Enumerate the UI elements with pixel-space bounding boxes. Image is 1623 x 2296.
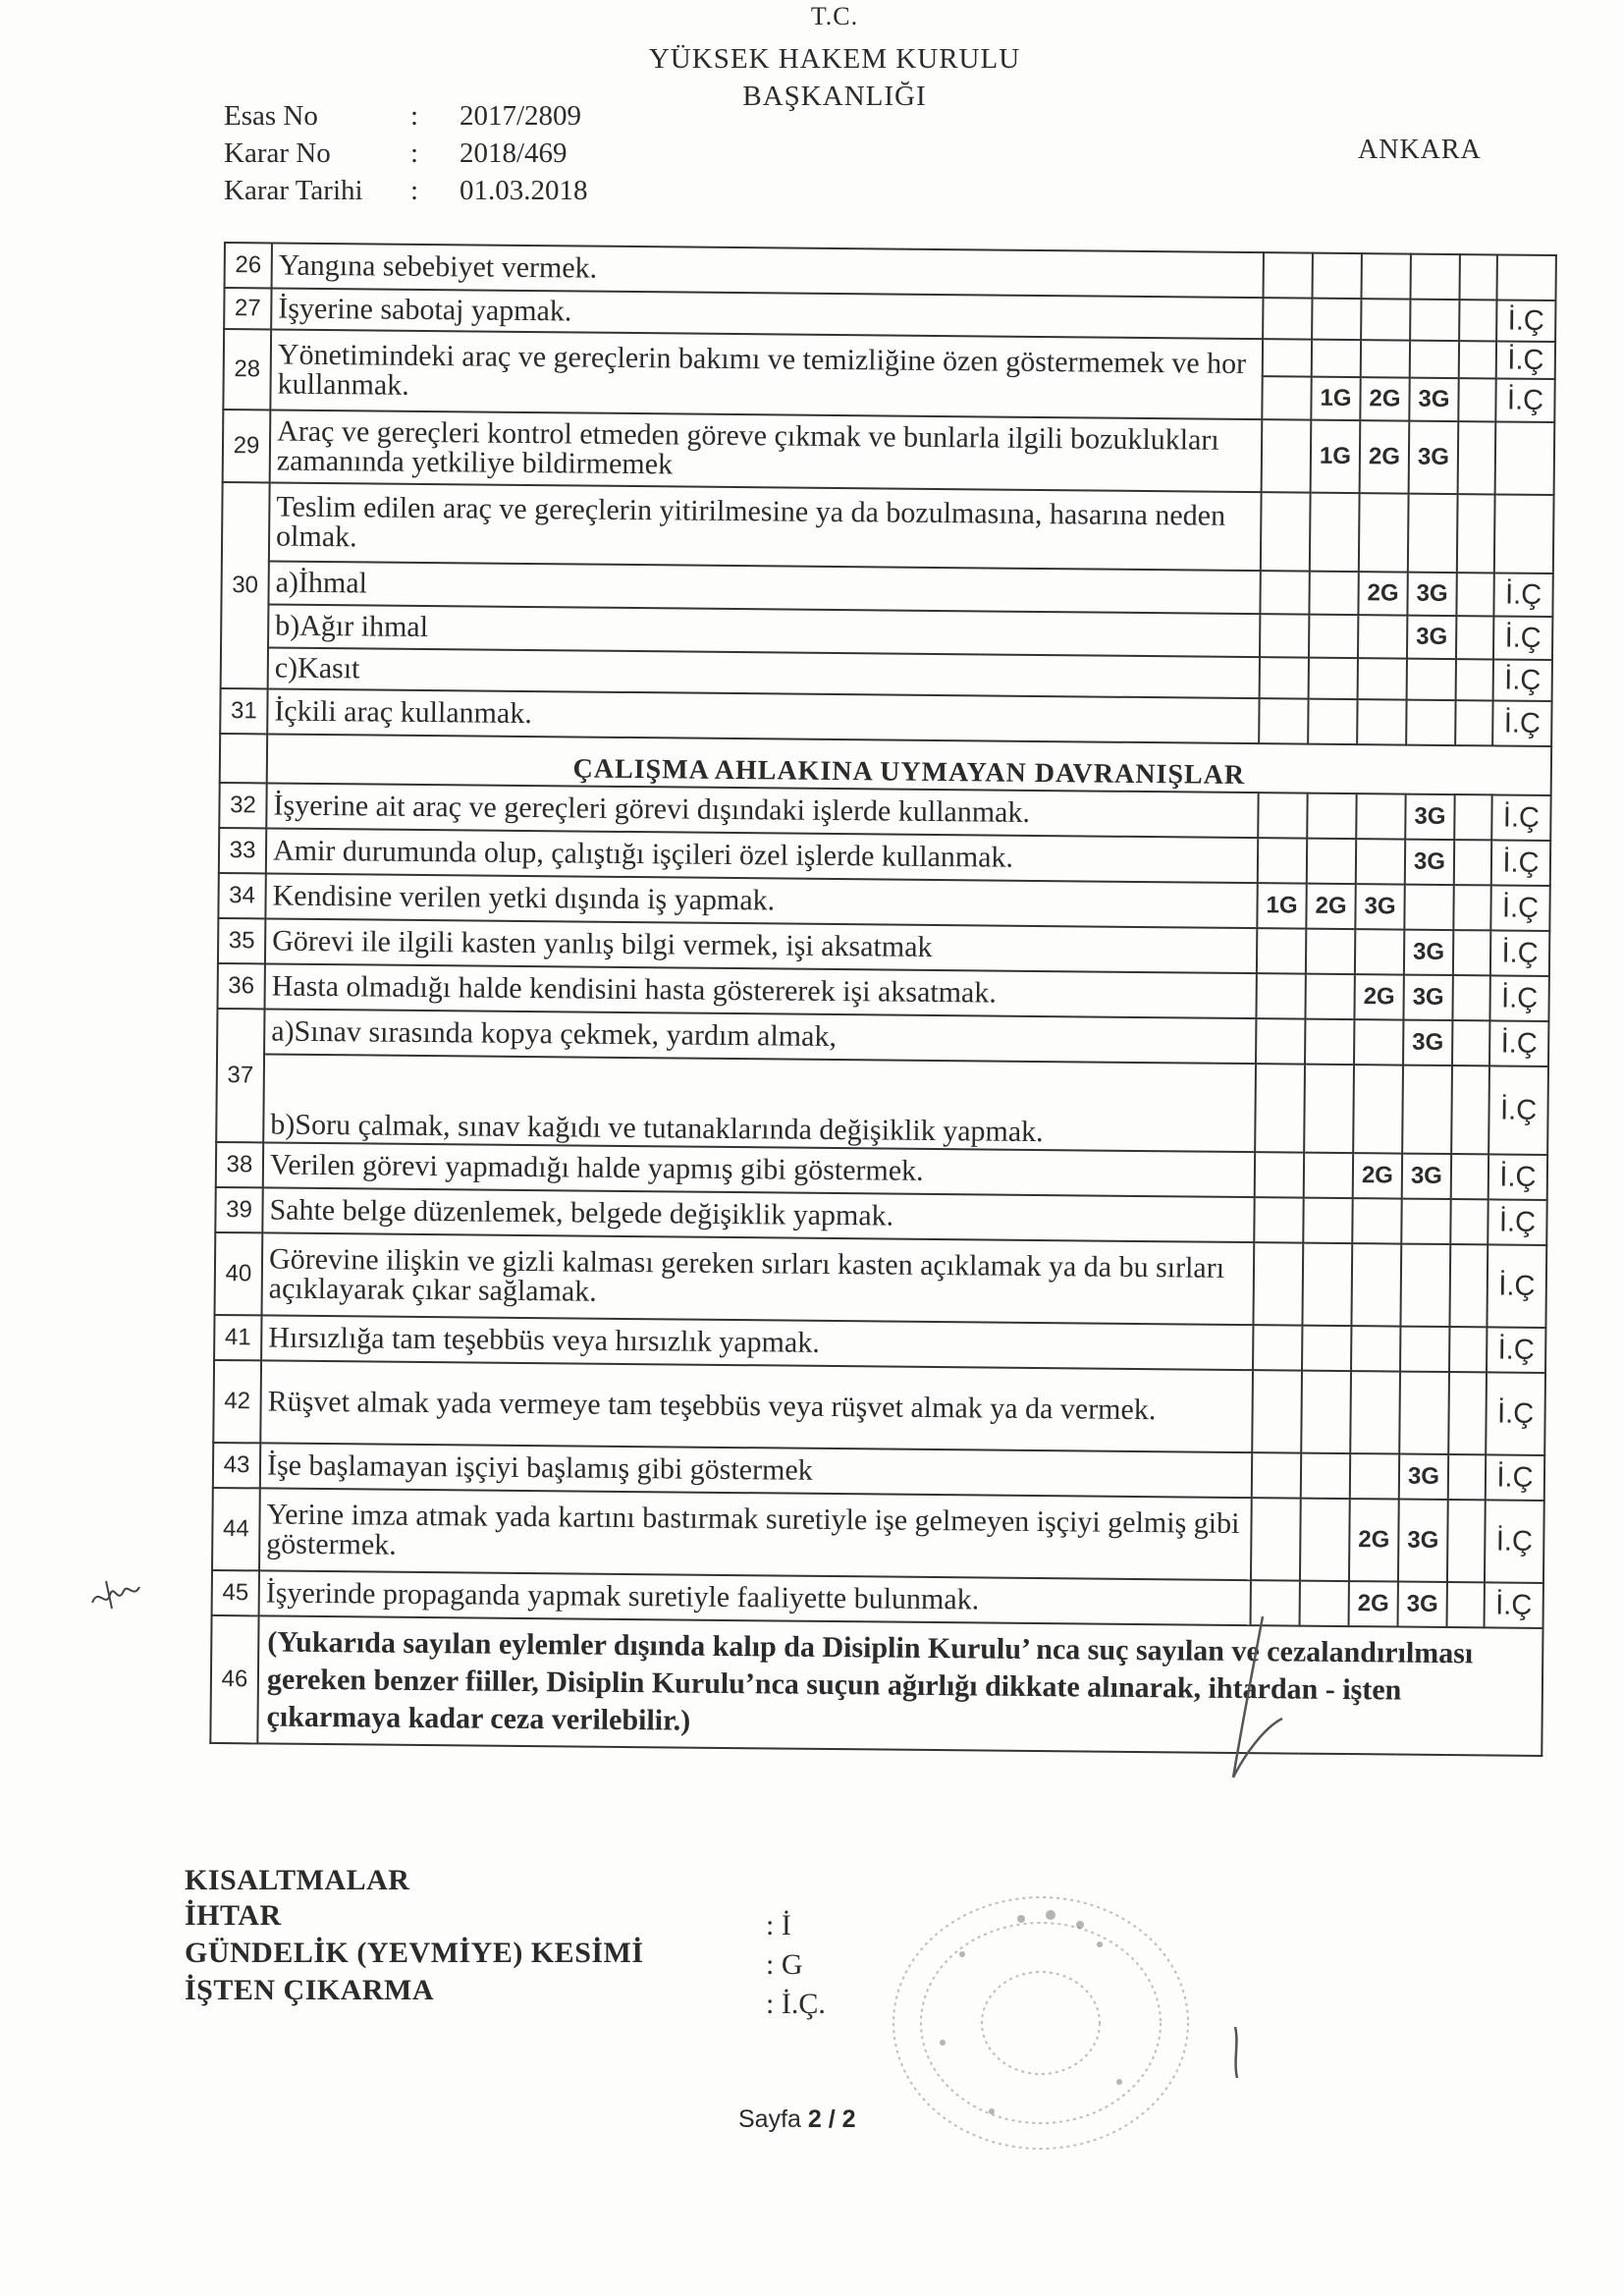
row-subitem: a)Sınav sırasında kopya çekmek, yardım almak,: [264, 1009, 1256, 1064]
penalty-ic: İ.Ç: [1491, 794, 1550, 841]
abbr-term: İŞTEN ÇIKARMA: [185, 1974, 435, 2006]
page-current: 2: [807, 2105, 822, 2133]
city-label: ANKARA: [1358, 135, 1482, 165]
row-number: 27: [224, 288, 271, 329]
table-row: [213, 1360, 1545, 1455]
meta-key: Karar No: [224, 137, 331, 169]
meta-esas: [224, 100, 581, 133]
penalty-3g: 3G: [1407, 616, 1456, 659]
penalty-3g: 3G: [1398, 1500, 1448, 1582]
row-number: 38: [216, 1142, 263, 1187]
meta-value: 2018/469: [460, 137, 568, 169]
table-row: [216, 1054, 1548, 1155]
row-text: İşyerine sabotaj yapmak.: [271, 288, 1263, 339]
page-label: Sayfa: [738, 2105, 801, 2133]
meta-sep: :: [410, 175, 419, 206]
row-number: 35: [218, 918, 265, 963]
row-number: 34: [218, 873, 265, 918]
penalty-ic: İ.Ç: [1496, 341, 1555, 379]
meta-value: 2017/2809: [460, 100, 582, 132]
penalty-ic: İ.Ç: [1488, 1199, 1546, 1245]
row-text: Görevi ile ilgili kasten yanlış bilgi vermek, işi aksatmak: [265, 918, 1257, 973]
penalty-3g: 3G: [1405, 794, 1454, 840]
penalty-ic: İ.Ç: [1492, 700, 1551, 746]
row-number: 29: [223, 410, 271, 482]
official-seal: [884, 1886, 1198, 2170]
row-number: 36: [218, 963, 265, 1009]
penalty-3g: 3G: [1399, 1454, 1448, 1500]
row-text: Rüşvet almak yada vermeye tam teşebbüs veya rüşvet almak ya da vermek.: [260, 1360, 1253, 1452]
row-number: 41: [214, 1315, 261, 1360]
row-subitem: c)Kasıt: [268, 647, 1260, 698]
table-row: [222, 482, 1554, 574]
penalty-ic: İ.Ç: [1496, 300, 1555, 342]
row-number: 32: [219, 783, 266, 828]
penalty-2g: 2G: [1354, 974, 1403, 1019]
penalty-ic: İ.Ç: [1489, 1020, 1548, 1066]
abbr-title: KISALTMALAR: [185, 1864, 410, 1896]
row-number: 44: [212, 1488, 260, 1570]
penalty-1g: 1G: [1311, 420, 1361, 493]
penalty-2g: 2G: [1360, 420, 1410, 493]
row-text: İşyerine ait araç ve gereçleri görevi dışındaki işlerde kullanmak.: [266, 783, 1258, 838]
row-number: 26: [225, 243, 272, 288]
meta-key: Karar Tarihi: [224, 175, 363, 206]
row-text: Görevine ilişkin ve gizli kalması gereken sırları kasten açıklamak ya da bu sırları açıklayarak çıkar sağlamak.: [262, 1232, 1255, 1325]
penalty-ic: İ.Ç: [1490, 930, 1549, 976]
meta-key: Esas No: [224, 100, 318, 132]
row-text: Hasta olmadığı halde kendisini hasta göstererek işi aksatmak.: [265, 963, 1257, 1018]
table-row: [212, 1488, 1544, 1583]
penalty-2g: 2G: [1349, 1581, 1398, 1626]
penalty-ic: İ.Ç: [1489, 975, 1548, 1021]
row-text: Verilen görevi yapmadığı halde yapmış gibi göstermek.: [263, 1142, 1255, 1197]
penalty-3g: 3G: [1405, 840, 1454, 885]
row-number: 30: [221, 482, 270, 688]
penalty-2g: 2G: [1306, 884, 1355, 929]
row-text: Yangına sebebiyet vermek.: [272, 243, 1264, 298]
abbr-value: : G: [766, 1948, 803, 1981]
penalty-ic: İ.Ç: [1493, 573, 1552, 617]
penalty-ic: İ.Ç: [1485, 1500, 1544, 1583]
row-number: 37: [216, 1009, 264, 1142]
handwritten-signature: [1214, 1611, 1292, 1807]
penalty-3g: 3G: [1398, 1582, 1447, 1627]
meta-sep: :: [410, 100, 419, 132]
penalty-3g: 3G: [1403, 1020, 1452, 1066]
penalty-ic: İ.Ç: [1493, 659, 1552, 701]
meta-karar: [224, 137, 568, 170]
penalty-ic: İ.Ç: [1486, 1372, 1545, 1455]
row-text: Yönetimindeki araç ve gereçlerin bakımı ve temizliğine özen göstermemek ve hor kullanmak.: [270, 329, 1263, 419]
authority-name-2: BAŞKANLIĞI: [742, 81, 927, 112]
row-subitem: b)Ağır ihmal: [268, 604, 1260, 657]
penalty-ic: İ.Ç: [1485, 1582, 1543, 1628]
penalty-3g: 3G: [1409, 421, 1459, 494]
penalty-3g: 3G: [1402, 1154, 1451, 1199]
penalty-ic: İ.Ç: [1491, 840, 1550, 886]
row-text: Sahte belge düzenlemek, belgede değişiklik yapmak.: [262, 1187, 1254, 1242]
page-separator: /: [828, 2105, 836, 2133]
penalty-3g: 3G: [1355, 884, 1404, 929]
penalty-ic: İ.Ç: [1495, 378, 1554, 422]
meta-value: 01.03.2018: [460, 175, 588, 206]
penalty-ic: İ.Ç: [1488, 1154, 1547, 1200]
penalty-ic: İ.Ç: [1487, 1327, 1545, 1373]
page-number: [738, 2105, 856, 2134]
row-text: İşyerinde propaganda yapmak suretiyle faaliyette bulunmak.: [259, 1570, 1251, 1625]
row-text: Hırsızlığa tam teşebbüs veya hırsızlık yapmak.: [261, 1315, 1253, 1370]
republic-label: T.C.: [810, 2, 859, 30]
row-number: 33: [219, 828, 266, 873]
penalty-3g: 3G: [1407, 573, 1456, 616]
penalty-2g: 2G: [1353, 1153, 1402, 1198]
handwritten-initials: [86, 1569, 145, 1618]
handwritten-mark: [1227, 2023, 1247, 2082]
table-row: [215, 1232, 1547, 1328]
section-heading: ÇALIŞMA AHLAKINA UYMAYAN DAVRANIŞLAR: [267, 734, 1551, 795]
penalty-ic: İ.Ç: [1493, 616, 1552, 660]
row-subitem: a)İhmal: [268, 561, 1260, 614]
row-text: Kendisine verilen yetki dışında iş yapmak.: [265, 873, 1257, 928]
row-text: İşe başlamayan işçiyi başlamış gibi göstermek: [260, 1443, 1252, 1498]
abbr-term: İHTAR: [185, 1899, 282, 1932]
penalty-3g: 3G: [1404, 930, 1453, 975]
penalty-ic: İ.Ç: [1486, 1454, 1544, 1501]
row-note: (Yukarıda sayılan eylemler dışında kalıp da Disiplin Kurulu’ nca suç sayılan ve cezalandırılması gereken benzer fiiller, Disiplin Kurulu’nca suçun ağırlığı dikkate alınarak, ihtardan - işten çıkarmaya kadar ceza verilebilir.): [257, 1615, 1542, 1756]
abbr-term: GÜNDELİK (YEVMİYE) KESİMİ: [185, 1937, 644, 1969]
discipline-table: [209, 242, 1557, 1757]
page-total: 2: [841, 2105, 856, 2133]
penalty-2g: 2G: [1360, 377, 1409, 420]
penalty-ic: İ.Ç: [1488, 1066, 1548, 1155]
row-number: 40: [215, 1232, 263, 1315]
row-number: 42: [213, 1360, 261, 1443]
penalty-ic: İ.Ç: [1490, 885, 1549, 931]
row-text: Araç ve gereçleri kontrol etmeden göreve çıkmak ve bunlarla ilgili bozuklukları zamanında yetkiliye bildirmemek: [270, 410, 1263, 492]
penalty-2g: 2G: [1349, 1499, 1399, 1581]
row-text: Yerine imza atmak yada kartını bastırmak suretiyle işe gelmeyen işçiyi gelmiş gibi göstermek.: [259, 1488, 1252, 1580]
abbr-value: : İ: [766, 1909, 791, 1941]
row-number: 31: [220, 688, 267, 734]
abbr-value: : İ.Ç.: [766, 1988, 826, 2020]
row-text: İçkili araç kullanmak.: [267, 688, 1259, 743]
penalty-ic: İ.Ç: [1487, 1244, 1546, 1328]
table-row: [210, 1615, 1542, 1756]
row-number: 28: [223, 329, 271, 410]
penalty-3g: 3G: [1403, 975, 1452, 1020]
meta-sep: :: [410, 137, 419, 169]
authority-name: YÜKSEK HAKEM KURULU: [648, 43, 1021, 75]
row-text: Amir durumunda olup, çalıştığı işçileri özel işlerde kullanmak.: [266, 828, 1258, 883]
meta-tarih: [224, 175, 588, 207]
row-number: 45: [212, 1570, 259, 1615]
penalty-1g: 1G: [1311, 377, 1360, 420]
row-number: 46: [210, 1615, 258, 1743]
row-subitem: b)Soru çalmak, sınav kağıdı ve tutanaklarında değişiklik yapmak.: [263, 1054, 1256, 1152]
row-text: Teslim edilen araç ve gereçlerin yitirilmesine ya da bozulmasına, hasarına neden olmak.: [269, 482, 1262, 571]
row-number: 39: [215, 1187, 262, 1232]
penalty-1g: 1G: [1257, 883, 1306, 928]
table-row: [223, 410, 1555, 495]
penalty-2g: 2G: [1358, 572, 1407, 615]
penalty-3g: 3G: [1409, 378, 1458, 421]
row-number: 43: [213, 1443, 260, 1488]
